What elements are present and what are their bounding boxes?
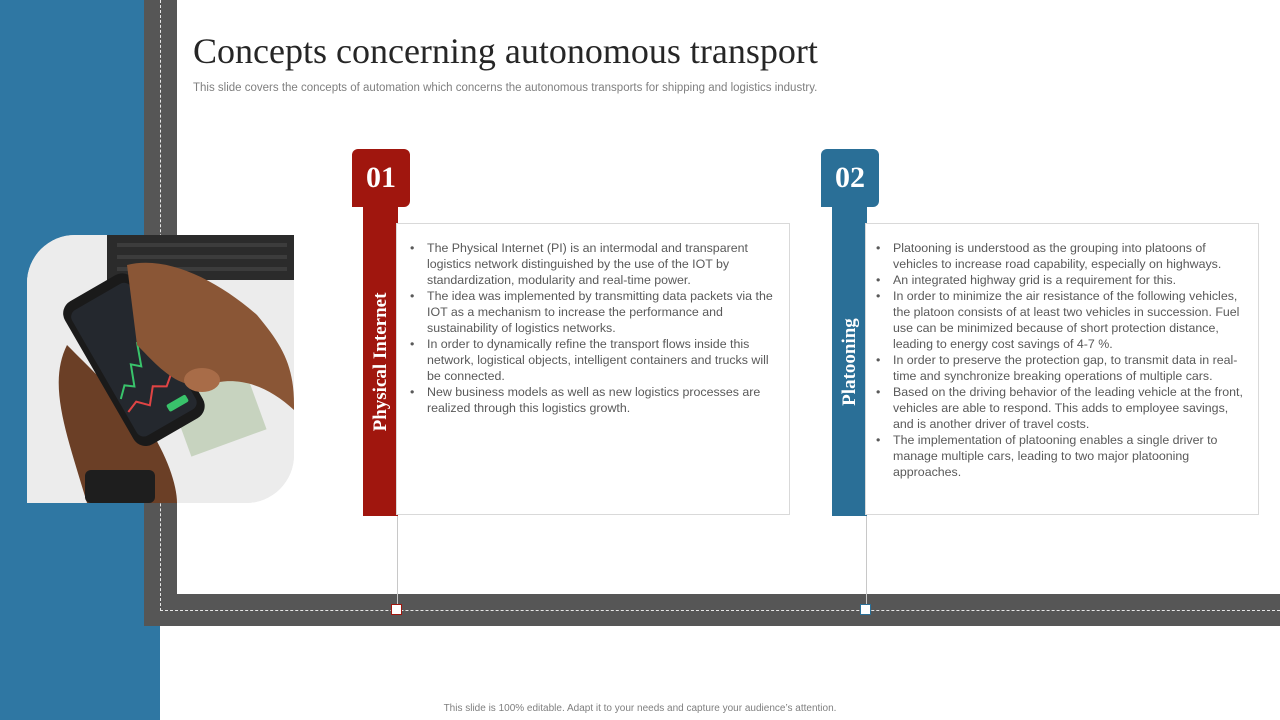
card-1-connector-line	[397, 516, 398, 604]
card-2-road-marker	[860, 604, 871, 615]
card-2-side-bar	[832, 207, 867, 516]
phone-trading-photo-illustration	[27, 235, 294, 503]
card-1-number-badge: 01	[352, 149, 410, 207]
card-1-road-marker	[391, 604, 402, 615]
list-item: • Based on the driving behavior of the leading vehicle at the front, vehicles are able to respond. This adds to employee savings, and is another driver of travel costs.	[876, 384, 1252, 432]
slide-subtitle: This slide covers the concepts of automation which concerns the autonomous transports for shipping and logistics industry.	[193, 82, 818, 94]
road-dash-horizontal	[160, 610, 1280, 611]
list-item: • Platooning is understood as the grouping into platoons of vehicles to increase road capability, especially on highways.	[876, 240, 1252, 272]
list-item: • New business models as well as new logistics processes are realized through this logistics growth.	[410, 384, 782, 416]
list-item: • The idea was implemented by transmitting data packets via the IOT as a mechanism to increase the performance and sustainability of logistics networks.	[410, 288, 782, 336]
card-2-bullet-list	[876, 240, 1252, 480]
list-item: • In order to preserve the protection gap, to transmit data in real-time and synchronize breaking operations of multiple cars.	[876, 352, 1252, 384]
slide-title: Concepts concerning autonomous transport	[193, 31, 818, 71]
card-1-bullet-list	[410, 240, 782, 416]
list-item: • The implementation of platooning enables a single driver to manage multiple cars, leading to two major platooning approaches.	[876, 432, 1252, 480]
list-item: • The Physical Internet (PI) is an intermodal and transparent logistics network distinguished by the use of the IOT by standardization, modularity and real-time power.	[410, 240, 782, 288]
list-item: • An integrated highway grid is a requirement for this.	[876, 272, 1252, 288]
card-2-heading: Platooning	[838, 317, 860, 406]
card-1-side-bar	[363, 207, 398, 516]
card-1-heading: Physical Internet	[369, 292, 391, 431]
phone-trading-photo	[27, 235, 294, 503]
list-item: • In order to minimize the air resistance of the following vehicles, the platoon consists of at least two vehicles in succession. Fuel use can be minimized because of short protection distance, leading to energy cost savings of 4-7 %.	[876, 288, 1252, 352]
card-2-number-badge: 02	[821, 149, 879, 207]
list-item: • In order to dynamically refine the transport flows inside this network, logistical objects, intelligent containers and trucks will be connected.	[410, 336, 782, 384]
card-2-connector-line	[866, 516, 867, 604]
slide-footer-note: This slide is 100% editable. Adapt it to your needs and capture your audience’s attention.	[443, 703, 837, 714]
